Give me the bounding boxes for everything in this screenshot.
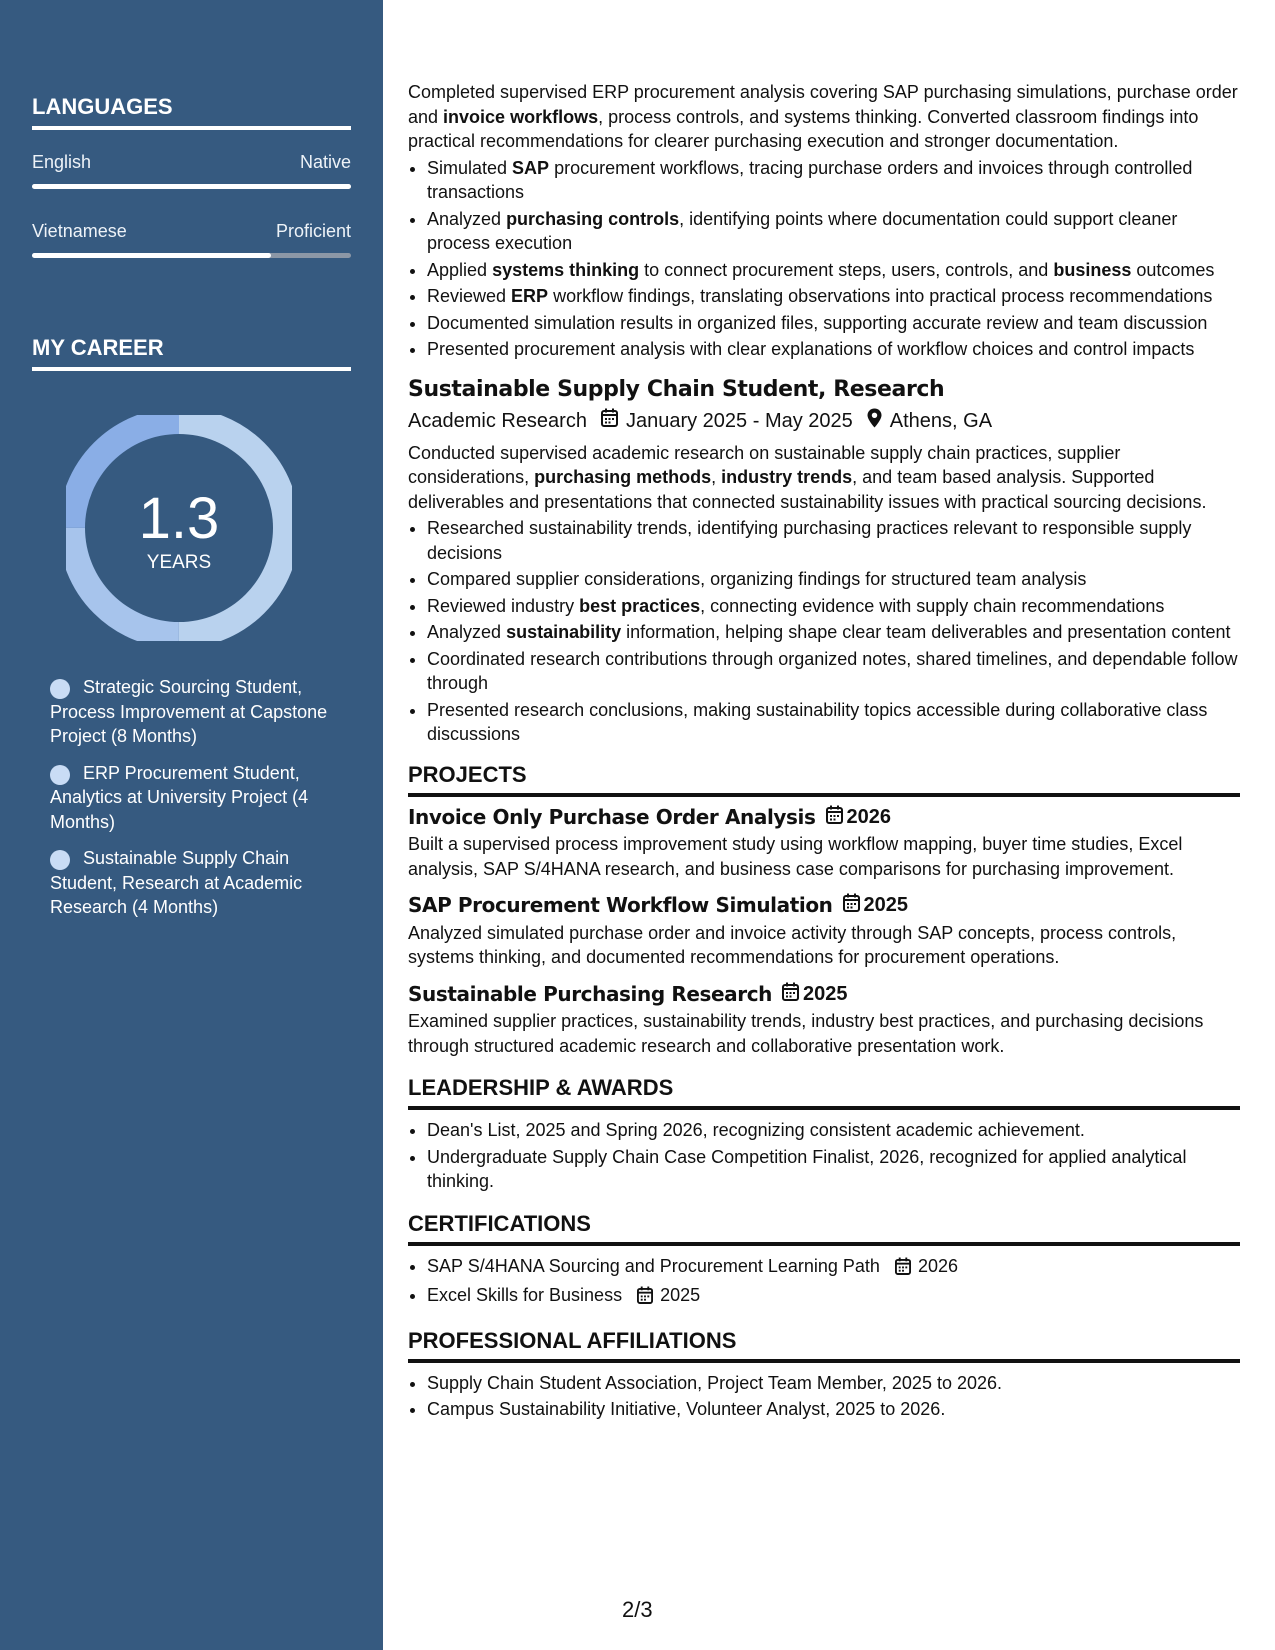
career-item-text: Strategic Sourcing Student, Process Improvement at Capstone Project (8 Months) <box>50 677 328 746</box>
bold-keyword: ERP <box>511 286 549 306</box>
page-number: 2/3 <box>622 1597 653 1622</box>
project-description: Analyzed simulated purchase order and invoice activity through SAP concepts, process controls, systems thinking, and documented recommendations for procurement operations. <box>408 922 1177 967</box>
bullet-item <box>427 647 1240 696</box>
language-bar-fill <box>32 184 351 189</box>
job-summary <box>408 441 1240 515</box>
certification-year: 2026 <box>917 1255 959 1276</box>
text-segment: Coordinated research contributions through organized notes, shared timelines, and dependable follow through <box>427 648 1238 693</box>
career-item-text: Sustainable Supply Chain Student, Research at Academic Research (4 Months) <box>50 848 303 917</box>
certification-year: 2025 <box>660 1285 701 1305</box>
project-year: 2025 <box>803 982 848 1005</box>
calendar-icon <box>637 1286 653 1311</box>
language-bar-english <box>32 184 351 189</box>
bold-keyword: systems thinking <box>492 259 640 280</box>
affiliation-item: • Supply Chain Student Association, Project Team Member, 2025 to 2026. <box>427 1371 1240 1396</box>
career-donut-chart <box>66 415 292 641</box>
text-segment: Presented procurement analysis with clear explanations of workflow choices and control impacts <box>427 339 1195 359</box>
certification-name: Excel Skills for Business <box>427 1285 623 1305</box>
career-item <box>50 675 335 749</box>
bold-keyword: business <box>1053 259 1132 280</box>
text-segment: Analyzed <box>427 208 507 229</box>
award-item: • Undergraduate Supply Chain Case Competition Finalist, 2026, recognized for applied analytical thinking. <box>427 1145 1240 1194</box>
affiliations-heading: PROFESSIONAL AFFILIATIONS <box>408 1327 1240 1363</box>
text-segment: Reviewed industry <box>427 595 580 616</box>
text-segment: outcomes <box>1131 259 1215 280</box>
job-dates: January 2025 - May 2025 <box>625 410 853 432</box>
bullet-item <box>427 620 1240 645</box>
bullet-item <box>427 567 1240 592</box>
text-segment: , and team based analysis. Supported deliverables and presentations that connected sustainability issues with practical sourcing decisions. <box>408 467 1207 512</box>
bullet-item <box>427 594 1240 619</box>
career-dot-icon <box>50 679 70 699</box>
language-level: Proficient <box>275 221 351 241</box>
certification-name: SAP S/4HANA Sourcing and Procurement Learning Path <box>427 1255 880 1276</box>
sidebar <box>0 0 383 1650</box>
certifications-heading: CERTIFICATIONS <box>408 1210 1240 1246</box>
bullet-item <box>427 258 1240 283</box>
language-name: English <box>32 152 92 172</box>
project-item <box>408 805 1240 882</box>
language-row-vietnamese <box>32 221 351 242</box>
language-row-english <box>32 152 351 173</box>
calendar-icon <box>782 982 799 1007</box>
bullet-item <box>427 337 1240 362</box>
project-description: Built a supervised process improvement study using workflow mapping, buyer time studies, Excel analysis, SAP S/4HANA research, and business case comparisons for purchasing improvement. <box>408 834 1183 879</box>
career-dot-icon <box>50 850 70 870</box>
job-bullets <box>408 516 1240 747</box>
bold-keyword: SAP <box>512 157 550 178</box>
awards-list <box>408 1118 1240 1194</box>
languages-heading: LANGUAGES <box>32 94 351 130</box>
text-segment: procurement workflows, tracing purchase orders and invoices through controlled transactions <box>427 157 1193 202</box>
career-item <box>50 761 335 835</box>
experience-bullets <box>408 156 1240 362</box>
text-segment: , <box>711 467 722 487</box>
project-title: SAP Procurement Workflow Simulation <box>408 893 833 917</box>
project-year: 2025 <box>863 894 909 916</box>
text-segment: Researched sustainability trends, identifying purchasing practices relevant to responsible supply decisions <box>427 518 1192 563</box>
bullet-item <box>427 698 1240 747</box>
bullet-item <box>427 207 1240 256</box>
career-dot-icon <box>50 765 70 785</box>
projects-heading: PROJECTS <box>408 761 1240 797</box>
project-item <box>408 982 1240 1059</box>
project-year: 2026 <box>846 805 892 828</box>
text-segment: to connect procurement steps, users, controls, and <box>639 259 1054 280</box>
experience-summary <box>408 80 1240 154</box>
job-company: Academic Research <box>408 410 587 432</box>
certification-item <box>427 1283 1240 1311</box>
text-segment: Reviewed <box>427 286 512 306</box>
bullet-item <box>427 284 1240 309</box>
career-heading: MY CAREER <box>32 335 351 371</box>
location-pin-icon <box>867 408 882 435</box>
text-segment: workflow findings, translating observations into practical process recommendations <box>548 286 1213 306</box>
project-description: Examined supplier practices, sustainability trends, industry best practices, and purchasing decisions through structured academic research and collaborative presentation work. <box>408 1011 1204 1056</box>
affiliation-item: • Campus Sustainability Initiative, Volunteer Analyst, 2025 to 2026. <box>427 1397 1240 1422</box>
language-name: Vietnamese <box>32 221 127 241</box>
career-item-text: ERP Procurement Student, Analytics at University Project (4 Months) <box>50 762 309 832</box>
language-bar-fill <box>32 253 271 258</box>
career-total-unit: YEARS <box>146 552 212 573</box>
bold-keyword: best practices <box>579 595 701 616</box>
career-list <box>50 675 335 932</box>
text-segment: Analyzed <box>427 622 507 642</box>
career-item <box>50 846 335 920</box>
job-meta <box>408 408 1240 435</box>
text-segment: , process controls, and systems thinking. Converted classroom findings into practical recommendations for clearer purchasing execution and stronger documentation. <box>408 106 1199 151</box>
awards-heading: LEADERSHIP & AWARDS <box>408 1074 1240 1110</box>
career-total-value: 1.3 <box>138 486 220 551</box>
language-bar-vietnamese <box>32 253 351 258</box>
text-segment: Applied <box>427 259 493 280</box>
certifications-list <box>408 1254 1240 1311</box>
project-title: Invoice Only Purchase Order Analysis <box>408 804 816 829</box>
main-content <box>408 80 1240 1424</box>
text-segment: , connecting evidence with supply chain recommendations <box>700 595 1165 616</box>
text-segment: Simulated <box>427 157 513 178</box>
text-segment: information, helping shape clear team deliverables and presentation content <box>621 622 1231 642</box>
bold-keyword: sustainability <box>506 622 622 642</box>
project-title-row <box>408 805 1240 830</box>
text-segment: , identifying points where documentation could support cleaner process execution <box>427 208 1178 253</box>
bold-keyword: industry trends <box>721 467 853 487</box>
calendar-icon <box>895 1257 911 1282</box>
certification-item <box>427 1254 1240 1282</box>
award-item: • Dean's List, 2025 and Spring 2026, recognizing consistent academic achievement. <box>427 1118 1240 1143</box>
calendar-icon <box>826 805 843 830</box>
project-item <box>408 893 1240 970</box>
bold-keyword: purchasing methods <box>534 467 712 487</box>
text-segment: Conducted supervised academic research on sustainable supply chain practices, supplier considerations, <box>408 442 1121 487</box>
bullet-item <box>427 156 1240 205</box>
project-title-row <box>408 893 1240 918</box>
calendar-icon <box>843 893 860 918</box>
text-segment: Compared supplier considerations, organizing findings for structured team analysis <box>427 569 1087 589</box>
project-title: Sustainable Purchasing Research <box>408 981 773 1006</box>
text-segment: Completed supervised ERP procurement analysis covering SAP purchasing simulations, purchase order and <box>408 82 1238 127</box>
bullet-item <box>427 311 1240 336</box>
text-segment: Presented research conclusions, making sustainability topics accessible during collaborative class discussions <box>427 699 1208 744</box>
job-title: Sustainable Supply Chain Student, Research <box>408 376 945 402</box>
calendar-icon <box>601 408 618 434</box>
text-segment: Documented simulation results in organized files, supporting accurate review and team discussion <box>427 312 1208 333</box>
job-location: Athens, GA <box>889 410 993 432</box>
bold-keyword: invoice workflows <box>443 106 599 127</box>
affiliations-list <box>408 1371 1240 1422</box>
bold-keyword: purchasing controls <box>506 208 680 229</box>
language-level: Native <box>299 152 351 172</box>
bullet-item <box>427 516 1240 565</box>
project-title-row <box>408 982 1240 1007</box>
